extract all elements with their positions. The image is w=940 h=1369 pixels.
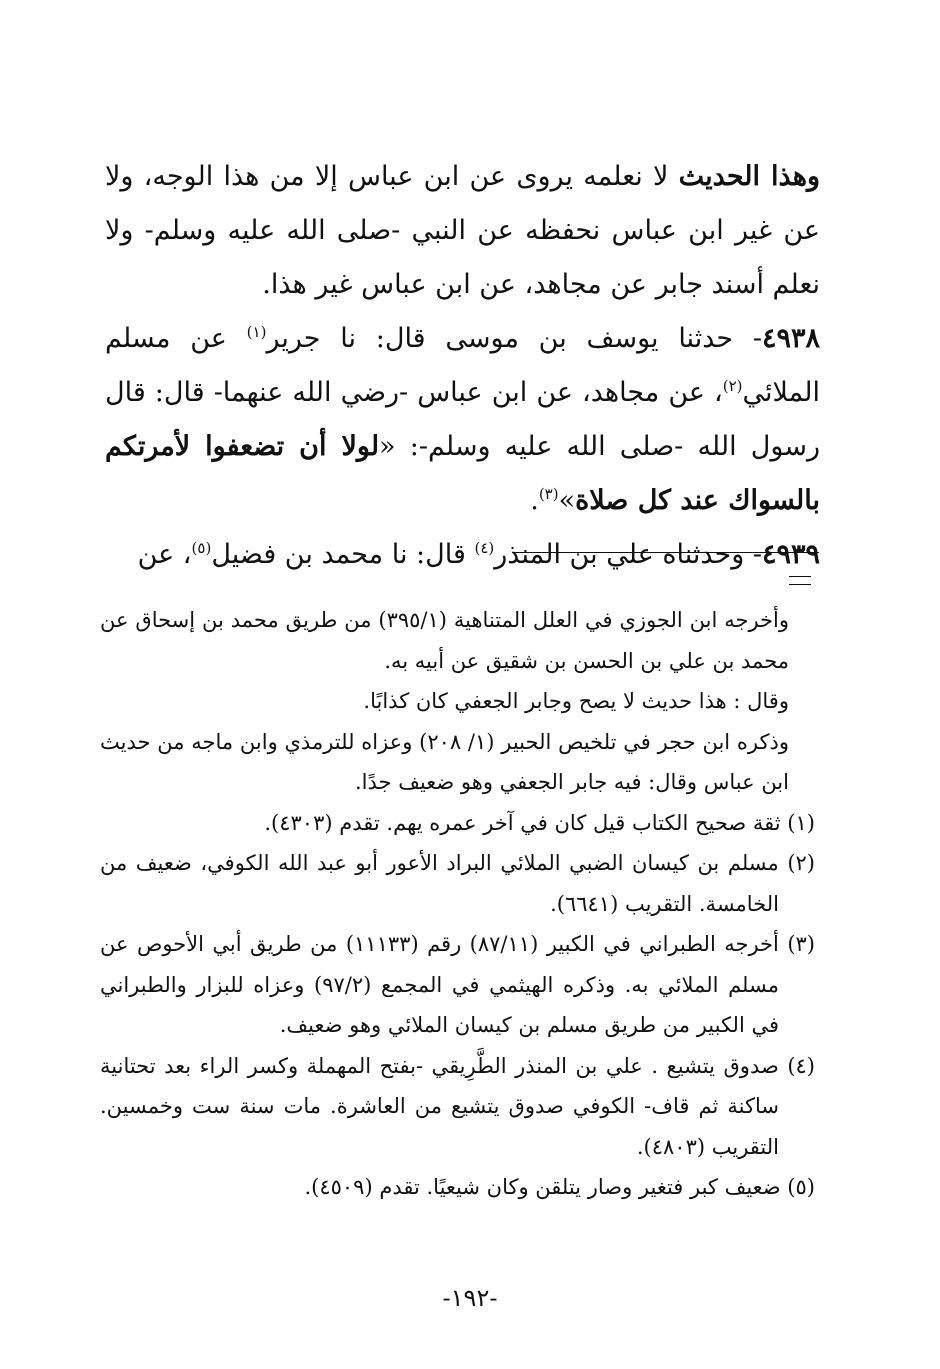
hadith-4938 <box>105 312 820 528</box>
hadith-text: . <box>530 485 539 516</box>
hadith-text: عن مسلم الملائي <box>105 323 820 408</box>
hadith-text: ، عن مجاهد، عن ابن عباس -رضي الله عنهما- قال: قال رسول الله -صلى الله عليه وسلم-: « <box>105 377 820 462</box>
footnote-continuation: وقال : هذا حديث لا يصح وجابر الجعفي كان كذابًا. <box>363 689 789 713</box>
hadith-text: - حدثنا يوسف بن موسى قال: نا جرير <box>266 323 762 354</box>
footnote-ref-1[interactable]: (١) <box>246 323 267 341</box>
footnote-continuation: وذكره ابن حجر في تلخيص الحبير (١/ ٢٠٨) وعزاه للترمذي وابن ماجه من حديث ابن عباس وقال: فيه جابر الجعفي وهو ضعيف جدًا. <box>100 729 789 794</box>
footnotes <box>100 600 815 1208</box>
hadith-number: ٤٩٣٨ <box>761 323 820 354</box>
continuation-mark <box>789 576 811 585</box>
hadith-text: ، عن <box>137 539 192 570</box>
page-number: -١٩٢- <box>442 1284 498 1312</box>
footnote-continuation: وأخرجه ابن الجوزي في العلل المتناهية (٣٩٥/١) من طريق محمد بن إسحاق عن محمد بن علي بن الحسن بن شقيق عن أبيه به. <box>100 608 789 673</box>
hadith-text: - وحدثناه علي بن المنذر <box>494 539 762 570</box>
hadith-text: » <box>558 485 576 516</box>
footnote-ref-4[interactable]: (٤) <box>474 539 495 557</box>
footnote-ref-2[interactable]: (٢) <box>722 377 743 395</box>
footnote-1: (١) ثقة صحيح الكتاب قيل كان في آخر عمره يهم. تقدم (٤٣٠٣). <box>264 810 815 835</box>
footnote-3: (٣) أخرجه الطبراني في الكبير (٨٧/١١) رقم (١١١٣٣) من طريق أبي الأحوص عن مسلم الملائي به. وذكره الهيثمي في المجمع (٩٧/٢) وعزاه للبزار والطبراني في الكبير من طريق مسلم بن كيسان الملائي وهو ضعيف. <box>100 932 815 1037</box>
main-text <box>105 150 820 582</box>
lead-phrase: وهذا الحديث <box>678 161 820 192</box>
footnote-ref-5[interactable]: (٥) <box>191 539 212 557</box>
hadith-4939 <box>105 528 820 582</box>
footnote-separator <box>512 552 819 553</box>
footnote-4: (٤) صدوق يتشيع . علي بن المنذر الطَّرِيقي -بفتح المهملة وكسر الراء بعد تحتانية ساكنة ثم قاف- الكوفي صدوق يتشيع من العاشرة. مات سنة ست وخمسين. التقريب (٤٨٠٣). <box>100 1053 815 1159</box>
footnote-2: (٢) مسلم بن كيسان الضبي الملائي البراد الأعور أبو عبد الله الكوفي، ضعيف من الخامسة. التقريب (٦٦٤١). <box>100 851 815 916</box>
hadith-text: قال: نا محمد بن فضيل <box>211 539 475 570</box>
paragraph-text: لا نعلمه يروى عن ابن عباس إلا من هذا الوجه، ولا عن غير ابن عباس نحفظه عن النبي -صلى الله عليه وسلم- ولا نعلم أسند جابر عن مجاهد، عن ابن عباس غير هذا. <box>105 161 820 300</box>
footnote-ref-3[interactable]: (٣) <box>538 485 559 503</box>
paragraph-intro <box>105 150 820 312</box>
hadith-number: ٤٩٣٩ <box>761 539 820 570</box>
footnote-5: (٥) ضعيف كبر فتغير وصار يتلقن وكان شيعيًا. تقدم (٤٥٠٩). <box>304 1175 815 1199</box>
hadith-quote: لولا أن تضعفوا لأمرتكم بالسواك عند كل صلاة <box>105 431 820 516</box>
